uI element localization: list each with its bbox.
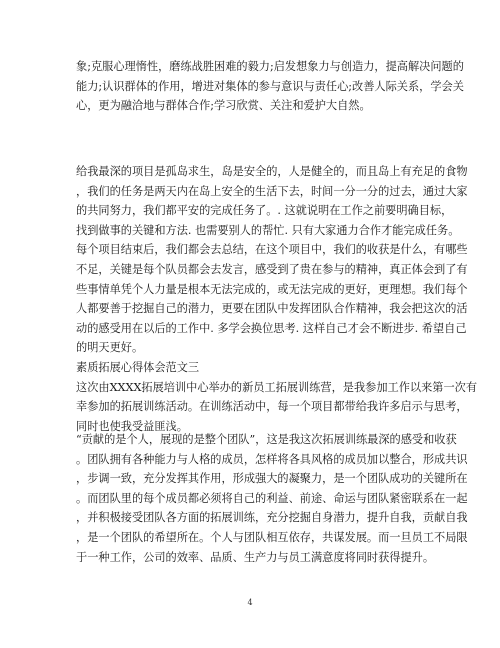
text-line: 能力;认识群体的作用，增进对集体的参与意识与责任心;改善人际关系，学会关 xyxy=(76,79,464,93)
text-line: 同时也使我受益匪浅。 xyxy=(76,419,188,433)
text-line: ，步调一致，充分发挥其作用，形成强大的凝聚力，是一个团队成功的关键所在 xyxy=(76,472,468,486)
text-line: 的共同努力，我们都平安的完成任务了。. 这就说明在工作之前要明确目标， xyxy=(76,204,453,218)
text-line: 这次由XXXX拓展培训中心举办的新员工拓展训练营，是我参加工作以来第一次有 xyxy=(76,380,478,394)
section-heading: 素质拓展心得体会范文三 xyxy=(76,360,200,374)
text-line: ，我们的任务是两天内在岛上安全的生活下去，时间一分一分的过去，通过大家 xyxy=(76,184,468,198)
text-line: ，是一个团队的希望所在。个人与团队相互依存，共谋发展。而一旦员工不局限 xyxy=(76,530,468,544)
text-line: 每个项目结束后，我们都会去总结，在这个项目中，我们的收获是什么，有哪些 xyxy=(76,243,468,257)
text-line: 的明天更好。 xyxy=(76,341,144,355)
text-line: 。而团队里的每个成员都必须将自己的利益、前途、命运与团队紧密联系在一起 xyxy=(76,491,468,505)
text-line: 给我最深的项目是孤岛求生，岛是安全的，人是健全的，而且岛上有充足的食物 xyxy=(76,165,468,178)
paragraph-1 xyxy=(76,57,464,116)
text-line: 不足，关键是每个队员都会去发言，感受到了贵在参与的精神，真正体会到了有 xyxy=(76,262,468,276)
text-line: 象;克服心理惰性，磨练战胜困难的毅力;启发想象力与创造力，提高解决问题的 xyxy=(76,60,464,73)
text-line: 于一种工作，公司的效率、品质、生产力与员工满意度将同时获得提升。 xyxy=(76,550,435,564)
text-line: 幸参加的拓展训练活动。在训练活动中，每一个项目都带给我许多启示与思考， xyxy=(76,400,468,414)
text-line: 心，更为融洽地与群体合作;学习欣赏、关注和爱护大自然。 xyxy=(76,99,371,113)
text-line: ，并积极接受团队各方面的拓展训练，充分挖掘自身潜力，提升自我，贡献自我 xyxy=(76,511,468,525)
text-line: 。团队拥有各种能力与人格的成员，怎样将各具风格的成员加以整合，形成共识 xyxy=(76,452,468,466)
paragraph-2 xyxy=(76,162,478,436)
paragraph-3 xyxy=(76,430,468,567)
text-line: 人都要善于挖掘自己的潜力，更要在团队中发挥团队合作精神，我会把这次的活 xyxy=(76,302,468,316)
text-line: 动的感受用在以后的工作中. 多学会换位思考. 这样自己才会不断进步. 希望自己 xyxy=(76,321,467,335)
page-number: 4 xyxy=(247,598,253,607)
text-line: “贡献的是个人，展现的是整个团队”，这是我这次拓展训练最深的感受和收获 xyxy=(76,433,457,446)
text-line: 些事情单凭个人力量是根本无法完成的，或无法完成的更好，更理想。我们每个 xyxy=(76,282,468,296)
text-line: 找到做事的关键和方法. 也需要别人的帮忙. 只有大家通力合作才能完成任务。 xyxy=(76,223,460,237)
